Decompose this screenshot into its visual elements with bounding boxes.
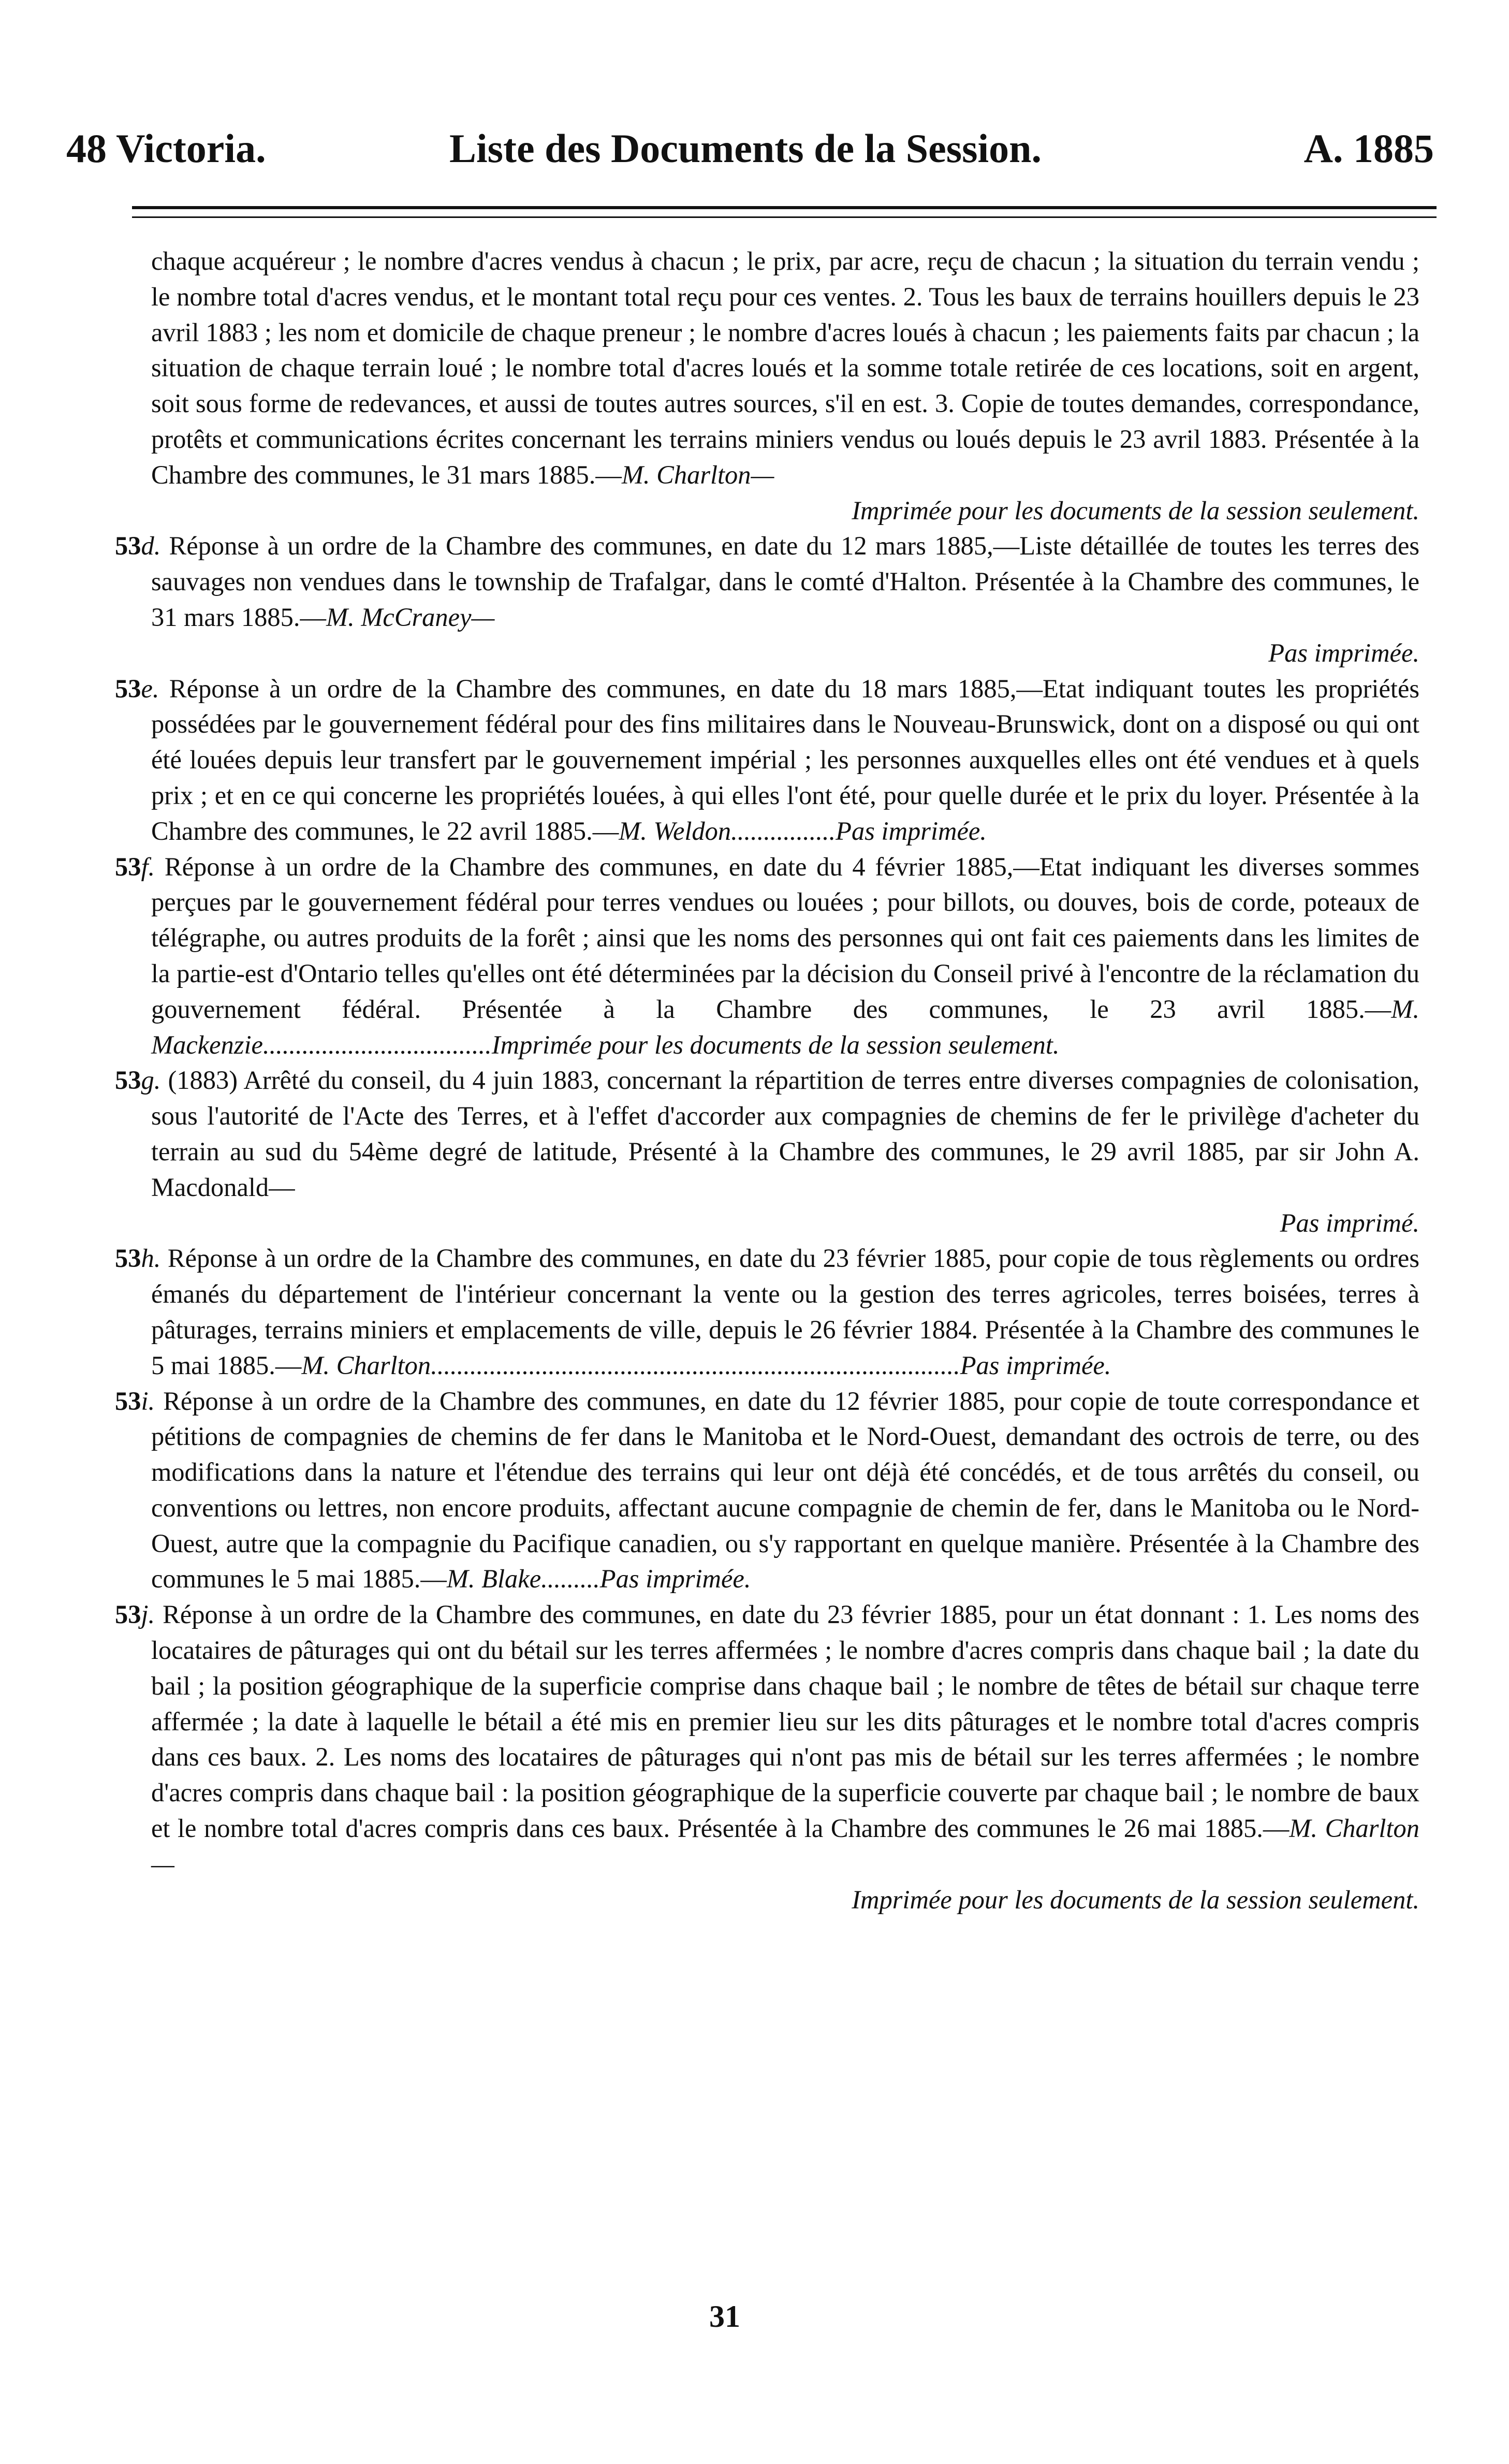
header-title: Liste des Documents de la Session.	[449, 126, 1042, 171]
header-rule-thick	[132, 206, 1437, 209]
entry-53h	[115, 1241, 1419, 1383]
header-rule-thin	[132, 216, 1437, 218]
page-number: 31	[709, 2299, 740, 2334]
header-session: 48 Victoria.	[66, 126, 266, 171]
intro-text: chaque acquéreur ; le nombre d'acres vendus à chacun ; le prix, par acre, reçu de chacun ; la situation du terrain vendu ; le nombre total d'acres vendus, et le montant total reçu pour ces ventes. 2. Tous les baux de terrains houillers depuis le 23 avril 1883 ; les nom et domicile de chaque preneur ; le nombre d'acres loués à chacun ; les paiements faits par chacun ; la situation de chaque terrain loué ; le nombre total d'acres loués et la somme totale retirée de ces locations, soit en argent, soit sous forme de redevances, et aussi de toutes autres sources, s'il en est. 3. Copie de toutes demandes, correspondance, protêts et communications écrites concernant les terrains miniers vendus ou loués depuis le 23 avril 1883. Présentée à la Chambre des communes, le 31 mars 1885.—	[151, 246, 1419, 489]
entry-number: 53g.	[115, 1066, 161, 1095]
entry-note: Pas imprimé.	[1280, 1208, 1419, 1237]
entry-number: 53d.	[115, 531, 161, 561]
entry-53g	[115, 1062, 1420, 1205]
entry-53f	[115, 849, 1419, 1063]
entry-member: M. Charlton—	[151, 1814, 1419, 1878]
entry-member: M. Blake.........Pas imprimée.	[446, 1564, 751, 1594]
running-header	[57, 120, 1434, 177]
entry-text: Réponse à un ordre de la Chambre des communes, en date du 18 mars 1885,—Etat indiquant toutes les propriétés possédées par le gouvernement fédéral pour des fins militaires dans le Nouveau-Brunswick, dont on a disposé ou qui ont été louées depuis leur transfert par le gouvernement impérial ; les personnes auxquelles elles ont été vendues et à quels prix ; et en ce qui concerne les propriétés louées, à qui elles l'ont été, pour quelle durée et le prix du loyer. Présentée à la Chambre des communes, le 22 avril 1885.—	[151, 674, 1420, 845]
intro-member: M. Charlton—	[621, 460, 774, 489]
entry-member: M. Mackenzie...................................Imprimée pour les documents de la session seulement.	[151, 994, 1419, 1059]
entry-number: 53i.	[115, 1386, 155, 1416]
entry-member: M. Weldon................Pas imprimée.	[619, 816, 987, 845]
entry-text: Réponse à un ordre de la Chambre des communes, en date du 12 février 1885, pour copie de toute correspondance et pétitions de compagnies de chemins de fer dans le Manitoba et le Nord-Ouest, demandant des octrois de terre, ou des modifications dans la nature et l'étendue des terrains qui leur ont déjà été concédés, et de tous arrêtés du conseil, ou conventions ou lettres, non encore produits, affectant aucune compagnie de chemin de fer, dans le Manitoba ou le Nord-Ouest, autre que la compagnie du Pacifique canadien, ou s'y rapportant en quelque manière. Présentée à la Chambre des communes le 5 mai 1885.—	[151, 1386, 1420, 1594]
entry-number: 53j.	[115, 1600, 155, 1629]
entry-53j	[115, 1597, 1419, 1882]
entry-53e	[115, 671, 1420, 849]
entry-text: Réponse à un ordre de la Chambre des communes, en date du 4 février 1885,—Etat indiquant les diverses sommes perçues par le gouvernement fédéral pour terres vendues ou louées ; pour billots, ou douves, bois de corde, poteaux de télégraphe, ou autres produits de la forêt ; ainsi que les noms des personnes qui ont fait ces paiements dans les limites de la partie-est d'Ontario telles qu'elles ont été déterminées par la décision du Conseil privé à l'encontre de la réclamation du gouvernement fédéral. Présentée à la Chambre des communes, le 23 avril 1885.—	[151, 852, 1419, 1024]
entry-text: (1883) Arrêté du conseil, du 4 juin 1883, concernant la répartition de terres entre diverses compagnies de colonisation, sous l'autorité de l'Acte des Terres, et à l'effet d'accorder aux compagnies de chemins de fer le privilège d'acheter du terrain au sud du 54ème degré de latitude, Présenté à la Chambre des communes, le 29 avril 1885, par sir John A. Macdonald—	[151, 1066, 1420, 1202]
entry-number: 53e.	[115, 674, 159, 703]
entry-note: Imprimée pour les documents de la session seulement.	[852, 1885, 1419, 1914]
entry-number: 53f.	[115, 852, 155, 881]
entry-text: Réponse à un ordre de la Chambre des communes, en date du 23 février 1885, pour un état donnant : 1. Les noms des locataires de pâturages qui ont du bétail sur les terres affermées ; le nombre d'acres compris dans chaque bail ; la date du bail ; la position géographique de la superficie comprise dans chaque bail ; le nombre de têtes de bétail sur chaque terre affermée ; la date à laquelle le bétail a été mis en premier lieu sur les dits pâturages et le nombre total d'acres compris dans ces baux. 2. Les noms des locataires de pâturages qui n'ont pas mis de bétail sur les terres affermées ; le nombre d'acres compris dans chaque bail : la position géographique de la superficie couverte par chaque bail ; le nombre de baux et le nombre total d'acres compris dans ces baux. Présentée à la Chambre des communes le 26 mai 1885.—	[151, 1600, 1419, 1843]
entry-member: M. Charlton.................................................................................Pas imprimée.	[301, 1350, 1111, 1380]
entry-53d	[115, 528, 1420, 635]
entry-53i	[115, 1383, 1420, 1597]
entry-note: Pas imprimée.	[1268, 638, 1419, 667]
entry-text: Réponse à un ordre de la Chambre des communes, en date du 23 février 1885, pour copie de tous règlements ou ordres émanés du département de l'intérieur concernant la vente ou la gestion des terres agricoles, terres boisées, terres à pâturages, terrains miniers et emplacements de ville, depuis le 26 février 1884. Présentée à la Chambre des communes le 5 mai 1885.—	[151, 1244, 1419, 1380]
entry-number: 53h.	[115, 1244, 161, 1273]
intro-paragraph	[151, 243, 1419, 493]
intro-note: Imprimée pour les documents de la session seulement.	[852, 495, 1419, 525]
header-year: A. 1885	[1303, 126, 1434, 171]
entry-member: M. McCraney—	[326, 602, 495, 632]
document-body	[115, 243, 1420, 1917]
entry-text: Réponse à un ordre de la Chambre des communes, en date du 12 mars 1885,—Liste détaillée de toutes les terres des sauvages non vendues dans le township de Trafalgar, dans le comté d'Halton. Présentée à la Chambre des communes, le 31 mars 1885.—	[151, 531, 1420, 632]
